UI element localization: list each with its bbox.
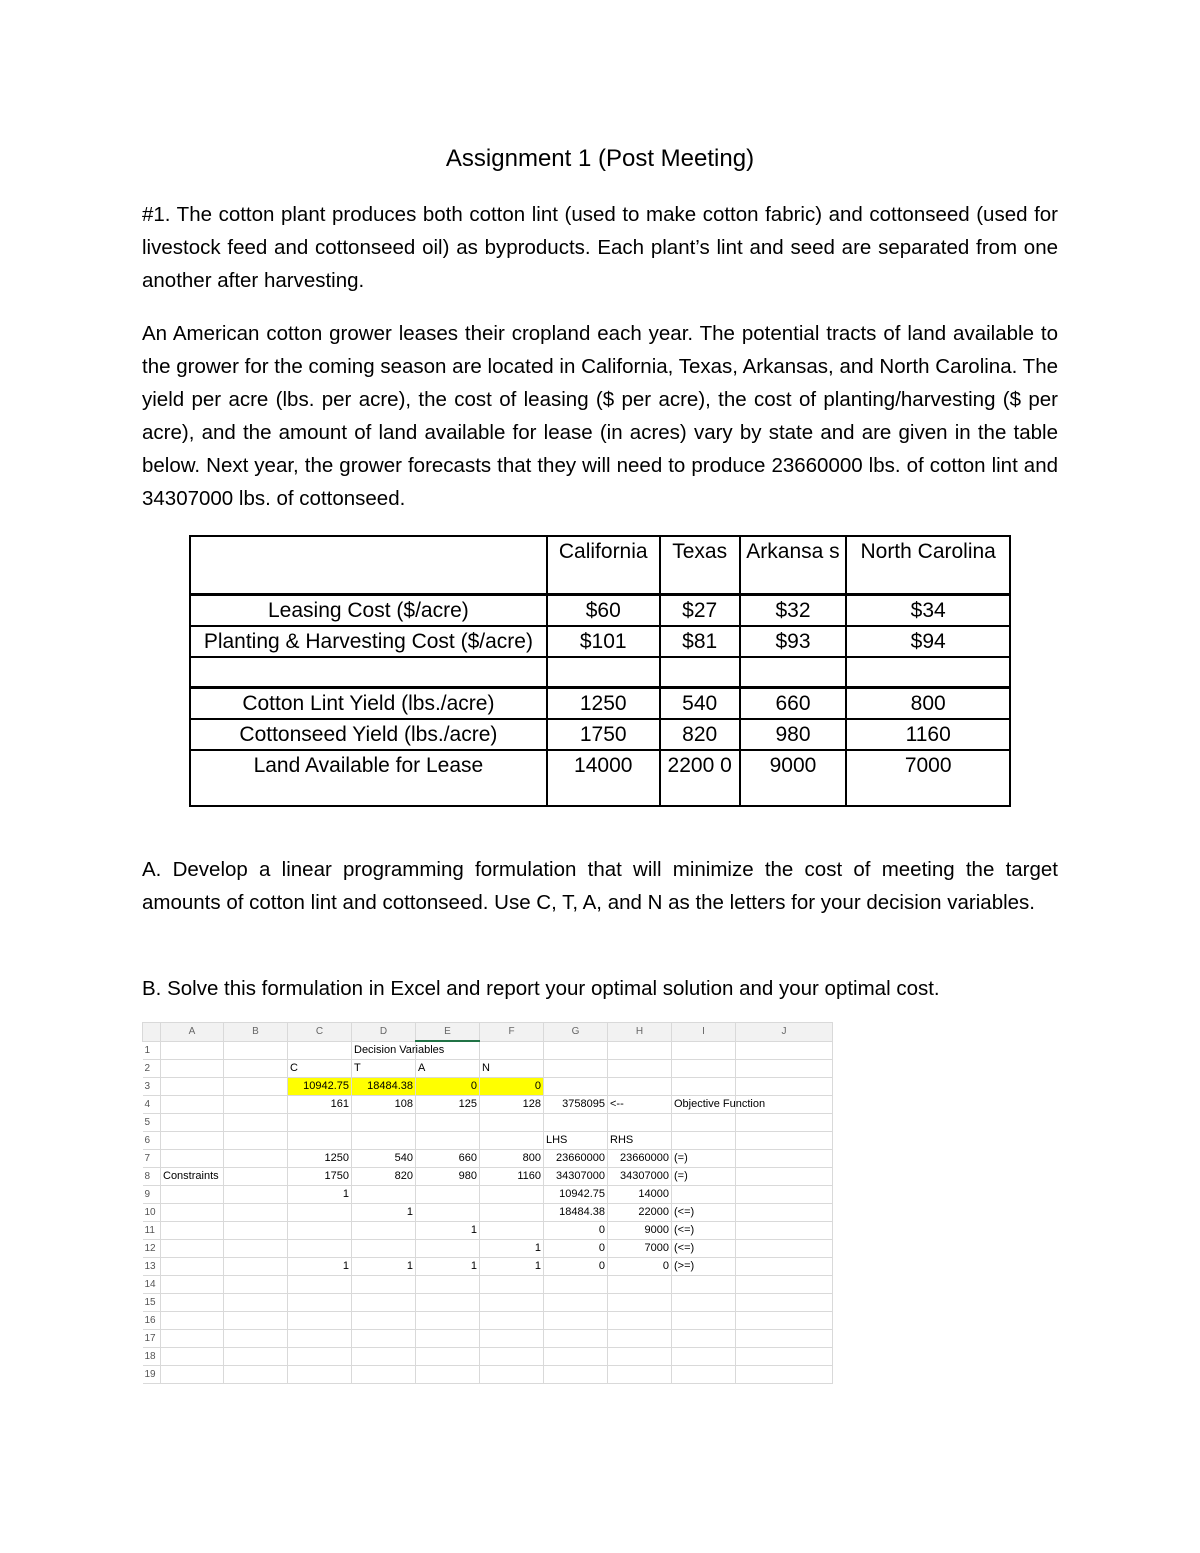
cell-f3[interactable]: 0 xyxy=(480,1078,544,1096)
sheet-row xyxy=(143,1096,833,1114)
table-row xyxy=(190,657,1010,687)
cell-b2[interactable] xyxy=(224,1060,288,1078)
cell-h13[interactable]: 0 xyxy=(608,1258,672,1276)
table-cell: 660 xyxy=(740,687,847,719)
cell-g10[interactable]: 18484.38 xyxy=(544,1204,608,1222)
cell-h10[interactable]: 22000 xyxy=(608,1204,672,1222)
cell-i13[interactable]: (>=) xyxy=(672,1258,736,1276)
cell-g14[interactable] xyxy=(544,1276,608,1294)
row-header[interactable]: 17 xyxy=(143,1330,161,1348)
cell-h8[interactable]: 34307000 xyxy=(608,1168,672,1186)
problem-description-paragraph: An American cotton grower leases their cropland each year. The potential tracts of land available to the grower for the coming season are located in California, Texas, Arkansas, and North Carolina. The yield per acre (lbs. per acre), the cost of leasing ($ per acre), the cost of planting/harvesting ($ per acre), and the amount of land available for lease (in acres) vary by state and are given in the table below. Next year, the grower forecasts that they will need to produce 23660000 lbs. of cotton lint and 34307000 lbs. of cottonseed. xyxy=(142,322,1058,510)
cell-b12[interactable] xyxy=(224,1240,288,1258)
cell-b3[interactable] xyxy=(224,1078,288,1096)
cell-d8[interactable]: 820 xyxy=(352,1168,416,1186)
cell-h12[interactable]: 7000 xyxy=(608,1240,672,1258)
cell-g15[interactable] xyxy=(544,1294,608,1312)
cell-a15[interactable] xyxy=(161,1294,224,1312)
cell-g7[interactable]: 23660000 xyxy=(544,1150,608,1168)
cell-d11[interactable] xyxy=(352,1222,416,1240)
sheet-row xyxy=(143,1240,833,1258)
cell-c2[interactable]: C xyxy=(288,1060,352,1078)
cell-j13[interactable] xyxy=(736,1258,833,1276)
cell-e4[interactable]: 125 xyxy=(416,1096,480,1114)
cell-f14[interactable] xyxy=(480,1276,544,1294)
cell-f2[interactable]: N xyxy=(480,1060,544,1078)
cell-d7[interactable]: 540 xyxy=(352,1150,416,1168)
table-cell: $60 xyxy=(547,595,660,627)
cell-g1[interactable] xyxy=(544,1041,608,1060)
cell-b11[interactable] xyxy=(224,1222,288,1240)
table-cell: 820 xyxy=(660,719,740,750)
sheet-row xyxy=(143,1168,833,1186)
table-header-cell xyxy=(190,536,547,595)
cell-a18[interactable] xyxy=(161,1348,224,1366)
cell-g6[interactable]: LHS xyxy=(544,1132,608,1150)
sheet-row xyxy=(143,1060,833,1078)
sheet-row xyxy=(143,1078,833,1096)
table-cell: 1160 xyxy=(846,719,1010,750)
cell-g2[interactable] xyxy=(544,1060,608,1078)
cell-i3[interactable] xyxy=(672,1078,736,1096)
sheet-row xyxy=(143,1186,833,1204)
cell-b6[interactable] xyxy=(224,1132,288,1150)
cell-d17[interactable] xyxy=(352,1330,416,1348)
cell-i8[interactable]: (=) xyxy=(672,1168,736,1186)
table-cell: $32 xyxy=(740,595,847,627)
cell-i17[interactable] xyxy=(672,1330,736,1348)
excel-screenshot xyxy=(142,1022,833,1384)
cell-b15[interactable] xyxy=(224,1294,288,1312)
table-cell: 9000 xyxy=(740,750,847,806)
cell-j15[interactable] xyxy=(736,1294,833,1312)
row-header[interactable]: 9 xyxy=(143,1186,161,1204)
cell-e14[interactable] xyxy=(416,1276,480,1294)
cell-e5[interactable] xyxy=(416,1114,480,1132)
table-cell: $81 xyxy=(660,626,740,657)
cell-c9[interactable]: 1 xyxy=(288,1186,352,1204)
table-cell: $101 xyxy=(547,626,660,657)
sheet-row xyxy=(143,1312,833,1330)
table-cell xyxy=(547,657,660,687)
cell-h11[interactable]: 9000 xyxy=(608,1222,672,1240)
cell-g9[interactable]: 10942.75 xyxy=(544,1186,608,1204)
cell-c12[interactable] xyxy=(288,1240,352,1258)
cell-a2[interactable] xyxy=(161,1060,224,1078)
table-cell: $94 xyxy=(846,626,1010,657)
cell-c6[interactable] xyxy=(288,1132,352,1150)
sheet-row xyxy=(143,1150,833,1168)
sheet-row xyxy=(143,1276,833,1294)
cell-j16[interactable] xyxy=(736,1312,833,1330)
cell-e17[interactable] xyxy=(416,1330,480,1348)
table-row xyxy=(190,595,1010,627)
cell-c1[interactable] xyxy=(288,1041,352,1060)
cell-f19[interactable] xyxy=(480,1366,544,1384)
cell-g19[interactable] xyxy=(544,1366,608,1384)
cell-f11[interactable] xyxy=(480,1222,544,1240)
cell-b9[interactable] xyxy=(224,1186,288,1204)
row-header[interactable]: 14 xyxy=(143,1276,161,1294)
cell-e13[interactable]: 1 xyxy=(416,1258,480,1276)
cell-g17[interactable] xyxy=(544,1330,608,1348)
cell-i10[interactable]: (<=) xyxy=(672,1204,736,1222)
cell-e16[interactable] xyxy=(416,1312,480,1330)
table-cell: $93 xyxy=(740,626,847,657)
cell-a17[interactable] xyxy=(161,1330,224,1348)
cell-j10[interactable] xyxy=(736,1204,833,1222)
cell-h2[interactable] xyxy=(608,1060,672,1078)
column-header[interactable]: D xyxy=(352,1023,416,1042)
cell-a19[interactable] xyxy=(161,1366,224,1384)
row-header[interactable]: 4 xyxy=(143,1096,161,1114)
cell-i6[interactable] xyxy=(672,1132,736,1150)
column-header[interactable]: B xyxy=(224,1023,288,1042)
table-cell: 1750 xyxy=(547,719,660,750)
row-header[interactable]: 11 xyxy=(143,1222,161,1240)
cell-b14[interactable] xyxy=(224,1276,288,1294)
row-header[interactable]: 19 xyxy=(143,1366,161,1384)
cell-h4[interactable]: <-- xyxy=(608,1096,672,1114)
cell-e10[interactable] xyxy=(416,1204,480,1222)
table-cell: $34 xyxy=(846,595,1010,627)
cell-h14[interactable] xyxy=(608,1276,672,1294)
cell-c15[interactable] xyxy=(288,1294,352,1312)
cell-h1[interactable] xyxy=(608,1041,672,1060)
cell-b5[interactable] xyxy=(224,1114,288,1132)
sheet-row xyxy=(143,1258,833,1276)
row-label: Planting & Harvesting Cost ($/acre) xyxy=(190,626,547,657)
cell-a9[interactable] xyxy=(161,1186,224,1204)
cell-a7[interactable] xyxy=(161,1150,224,1168)
column-header[interactable]: G xyxy=(544,1023,608,1042)
cell-f12[interactable]: 1 xyxy=(480,1240,544,1258)
cell-g3[interactable] xyxy=(544,1078,608,1096)
row-header[interactable]: 10 xyxy=(143,1204,161,1222)
cell-e11[interactable]: 1 xyxy=(416,1222,480,1240)
cell-j9[interactable] xyxy=(736,1186,833,1204)
cell-g12[interactable]: 0 xyxy=(544,1240,608,1258)
cell-d4[interactable]: 108 xyxy=(352,1096,416,1114)
cell-e9[interactable] xyxy=(416,1186,480,1204)
cell-h7[interactable]: 23660000 xyxy=(608,1150,672,1168)
sheet-row xyxy=(143,1294,833,1312)
table-row xyxy=(190,687,1010,719)
sheet-row xyxy=(143,1204,833,1222)
cell-f7[interactable]: 800 xyxy=(480,1150,544,1168)
cell-h18[interactable] xyxy=(608,1348,672,1366)
column-header[interactable]: A xyxy=(161,1023,224,1042)
cell-a14[interactable] xyxy=(161,1276,224,1294)
cell-i7[interactable]: (=) xyxy=(672,1150,736,1168)
question-a: A. Develop a linear programming formulation that will minimize the cost of meeting the target amounts of cotton lint and cottonseed. Use C, T, A, and N as the letters for your decision variables. xyxy=(142,858,1058,914)
cell-c14[interactable] xyxy=(288,1276,352,1294)
cell-b1[interactable] xyxy=(224,1041,288,1060)
page-title: Assignment 1 (Post Meeting) xyxy=(445,145,755,172)
cell-i12[interactable]: (<=) xyxy=(672,1240,736,1258)
cell-i2[interactable] xyxy=(672,1060,736,1078)
table-cell: 14000 xyxy=(547,750,660,806)
cell-f1[interactable] xyxy=(480,1041,544,1060)
cell-e19[interactable] xyxy=(416,1366,480,1384)
sheet-row xyxy=(143,1222,833,1240)
cell-b10[interactable] xyxy=(224,1204,288,1222)
table-cell xyxy=(846,657,1010,687)
row-label: Cotton Lint Yield (lbs./acre) xyxy=(190,687,547,719)
cell-g16[interactable] xyxy=(544,1312,608,1330)
table-header-cell: Texas xyxy=(660,536,740,595)
cell-d2[interactable]: T xyxy=(352,1060,416,1078)
cell-g4[interactable]: 3758095 xyxy=(544,1096,608,1114)
cell-h9[interactable]: 14000 xyxy=(608,1186,672,1204)
cell-g11[interactable]: 0 xyxy=(544,1222,608,1240)
cell-e7[interactable]: 660 xyxy=(416,1150,480,1168)
cell-g18[interactable] xyxy=(544,1348,608,1366)
cell-j17[interactable] xyxy=(736,1330,833,1348)
cell-a1[interactable] xyxy=(161,1041,224,1060)
sheet-row xyxy=(143,1330,833,1348)
cell-c10[interactable] xyxy=(288,1204,352,1222)
table-cell: $27 xyxy=(660,595,740,627)
cell-b18[interactable] xyxy=(224,1348,288,1366)
cell-d10[interactable]: 1 xyxy=(352,1204,416,1222)
cell-b4[interactable] xyxy=(224,1096,288,1114)
table-cell xyxy=(740,657,847,687)
cell-d6[interactable] xyxy=(352,1132,416,1150)
cell-j2[interactable] xyxy=(736,1060,833,1078)
cell-c4[interactable]: 161 xyxy=(288,1096,352,1114)
cell-j8[interactable] xyxy=(736,1168,833,1186)
cell-j5[interactable] xyxy=(736,1114,833,1132)
cell-a11[interactable] xyxy=(161,1222,224,1240)
cell-d18[interactable] xyxy=(352,1348,416,1366)
problem-intro-paragraph: #1. The cotton plant produces both cotton lint (used to make cotton fabric) and cottonseed (used for livestock feed and cottonseed oil) as byproducts. Each plant’s lint and seed are separated from one another after harvesting. xyxy=(142,203,1058,292)
column-header[interactable]: F xyxy=(480,1023,544,1042)
cell-a6[interactable] xyxy=(161,1132,224,1150)
select-all-corner[interactable] xyxy=(143,1023,161,1042)
cell-h3[interactable] xyxy=(608,1078,672,1096)
table-cell xyxy=(660,657,740,687)
cell-j3[interactable] xyxy=(736,1078,833,1096)
cell-d16[interactable] xyxy=(352,1312,416,1330)
column-header[interactable]: C xyxy=(288,1023,352,1042)
cell-d5[interactable] xyxy=(352,1114,416,1132)
row-header[interactable]: 15 xyxy=(143,1294,161,1312)
cell-f5[interactable] xyxy=(480,1114,544,1132)
column-header[interactable]: H xyxy=(608,1023,672,1042)
column-header-row xyxy=(143,1023,833,1042)
cell-a8[interactable]: Constraints xyxy=(161,1168,224,1186)
table-row xyxy=(190,719,1010,750)
row-header[interactable]: 16 xyxy=(143,1312,161,1330)
state-data-table xyxy=(189,535,1011,807)
cell-h5[interactable] xyxy=(608,1114,672,1132)
row-label: Leasing Cost ($/acre) xyxy=(190,595,547,627)
sheet-row xyxy=(143,1041,833,1060)
cell-e6[interactable] xyxy=(416,1132,480,1150)
table-row xyxy=(190,750,1010,806)
cell-a4[interactable] xyxy=(161,1096,224,1114)
cell-h16[interactable] xyxy=(608,1312,672,1330)
column-header[interactable]: J xyxy=(736,1023,833,1042)
cell-b19[interactable] xyxy=(224,1366,288,1384)
table-cell: 540 xyxy=(660,687,740,719)
sheet-row xyxy=(143,1366,833,1384)
cell-h6[interactable]: RHS xyxy=(608,1132,672,1150)
cell-j18[interactable] xyxy=(736,1348,833,1366)
cell-i15[interactable] xyxy=(672,1294,736,1312)
cell-c8[interactable]: 1750 xyxy=(288,1168,352,1186)
table-cell: 7000 xyxy=(846,750,1010,806)
cell-c19[interactable] xyxy=(288,1366,352,1384)
cell-i18[interactable] xyxy=(672,1348,736,1366)
cell-a13[interactable] xyxy=(161,1258,224,1276)
row-header[interactable]: 3 xyxy=(143,1078,161,1096)
cell-f8[interactable]: 1160 xyxy=(480,1168,544,1186)
cell-b7[interactable] xyxy=(224,1150,288,1168)
row-header[interactable]: 1 xyxy=(143,1041,161,1060)
row-label xyxy=(190,657,547,687)
cell-i16[interactable] xyxy=(672,1312,736,1330)
cell-g5[interactable] xyxy=(544,1114,608,1132)
cell-i4[interactable]: Objective Function xyxy=(672,1096,736,1114)
row-label: Land Available for Lease xyxy=(190,750,547,806)
row-header[interactable]: 12 xyxy=(143,1240,161,1258)
cell-c11[interactable] xyxy=(288,1222,352,1240)
cell-j12[interactable] xyxy=(736,1240,833,1258)
cell-c17[interactable] xyxy=(288,1330,352,1348)
cell-h17[interactable] xyxy=(608,1330,672,1348)
sheet-row xyxy=(143,1132,833,1150)
column-header[interactable]: E xyxy=(416,1023,480,1042)
cell-c5[interactable] xyxy=(288,1114,352,1132)
cell-c3[interactable]: 10942.75 xyxy=(288,1078,352,1096)
row-header[interactable]: 6 xyxy=(143,1132,161,1150)
cell-d13[interactable]: 1 xyxy=(352,1258,416,1276)
cell-d19[interactable] xyxy=(352,1366,416,1384)
cell-a16[interactable] xyxy=(161,1312,224,1330)
cell-e15[interactable] xyxy=(416,1294,480,1312)
cell-g13[interactable]: 0 xyxy=(544,1258,608,1276)
row-header[interactable]: 2 xyxy=(143,1060,161,1078)
cell-c18[interactable] xyxy=(288,1348,352,1366)
cell-j14[interactable] xyxy=(736,1276,833,1294)
cell-e18[interactable] xyxy=(416,1348,480,1366)
cell-b13[interactable] xyxy=(224,1258,288,1276)
cell-d12[interactable] xyxy=(352,1240,416,1258)
row-header[interactable]: 13 xyxy=(143,1258,161,1276)
cell-b16[interactable] xyxy=(224,1312,288,1330)
cell-d1[interactable]: Decision Variables xyxy=(352,1041,416,1060)
cell-j7[interactable] xyxy=(736,1150,833,1168)
cell-a12[interactable] xyxy=(161,1240,224,1258)
cell-e8[interactable]: 980 xyxy=(416,1168,480,1186)
cell-f6[interactable] xyxy=(480,1132,544,1150)
cell-a5[interactable] xyxy=(161,1114,224,1132)
table-header-cell: Arkansa s xyxy=(740,536,847,595)
cell-f13[interactable]: 1 xyxy=(480,1258,544,1276)
cell-f9[interactable] xyxy=(480,1186,544,1204)
table-cell: 1250 xyxy=(547,687,660,719)
table-header-cell: California xyxy=(547,536,660,595)
cell-a10[interactable] xyxy=(161,1204,224,1222)
cell-h15[interactable] xyxy=(608,1294,672,1312)
cell-b17[interactable] xyxy=(224,1330,288,1348)
cell-f17[interactable] xyxy=(480,1330,544,1348)
cell-j1[interactable] xyxy=(736,1041,833,1060)
table-cell: 800 xyxy=(846,687,1010,719)
cell-a3[interactable] xyxy=(161,1078,224,1096)
cell-c16[interactable] xyxy=(288,1312,352,1330)
cell-i1[interactable] xyxy=(672,1041,736,1060)
table-header-cell: North Carolina xyxy=(846,536,1010,595)
cell-d9[interactable] xyxy=(352,1186,416,1204)
cell-i9[interactable] xyxy=(672,1186,736,1204)
column-header[interactable]: I xyxy=(672,1023,736,1042)
cell-f15[interactable] xyxy=(480,1294,544,1312)
cell-f18[interactable] xyxy=(480,1348,544,1366)
row-label: Cottonseed Yield (lbs./acre) xyxy=(190,719,547,750)
cell-i5[interactable] xyxy=(672,1114,736,1132)
cell-d15[interactable] xyxy=(352,1294,416,1312)
cell-j11[interactable] xyxy=(736,1222,833,1240)
cell-e3[interactable]: 0 xyxy=(416,1078,480,1096)
cell-g8[interactable]: 34307000 xyxy=(544,1168,608,1186)
row-header[interactable]: 5 xyxy=(143,1114,161,1132)
table-row xyxy=(190,626,1010,657)
table-cell: 980 xyxy=(740,719,847,750)
sheet-row xyxy=(143,1348,833,1366)
cell-j6[interactable] xyxy=(736,1132,833,1150)
sheet-row xyxy=(143,1114,833,1132)
cell-f16[interactable] xyxy=(480,1312,544,1330)
cell-c13[interactable]: 1 xyxy=(288,1258,352,1276)
cell-e2[interactable]: A xyxy=(416,1060,480,1078)
cell-e12[interactable] xyxy=(416,1240,480,1258)
cell-d3[interactable]: 18484.38 xyxy=(352,1078,416,1096)
row-header[interactable]: 18 xyxy=(143,1348,161,1366)
cell-f4[interactable]: 128 xyxy=(480,1096,544,1114)
cell-c7[interactable]: 1250 xyxy=(288,1150,352,1168)
row-header[interactable]: 7 xyxy=(143,1150,161,1168)
cell-b8[interactable] xyxy=(224,1168,288,1186)
cell-i14[interactable] xyxy=(672,1276,736,1294)
cell-j19[interactable] xyxy=(736,1366,833,1384)
question-b: B. Solve this formulation in Excel and report your optimal solution and your optimal cost. xyxy=(142,977,940,1000)
table-header-row xyxy=(190,536,1010,595)
cell-h19[interactable] xyxy=(608,1366,672,1384)
cell-f10[interactable] xyxy=(480,1204,544,1222)
row-header[interactable]: 8 xyxy=(143,1168,161,1186)
cell-i19[interactable] xyxy=(672,1366,736,1384)
table-cell: 2200 0 xyxy=(660,750,740,806)
cell-d14[interactable] xyxy=(352,1276,416,1294)
cell-i11[interactable]: (<=) xyxy=(672,1222,736,1240)
